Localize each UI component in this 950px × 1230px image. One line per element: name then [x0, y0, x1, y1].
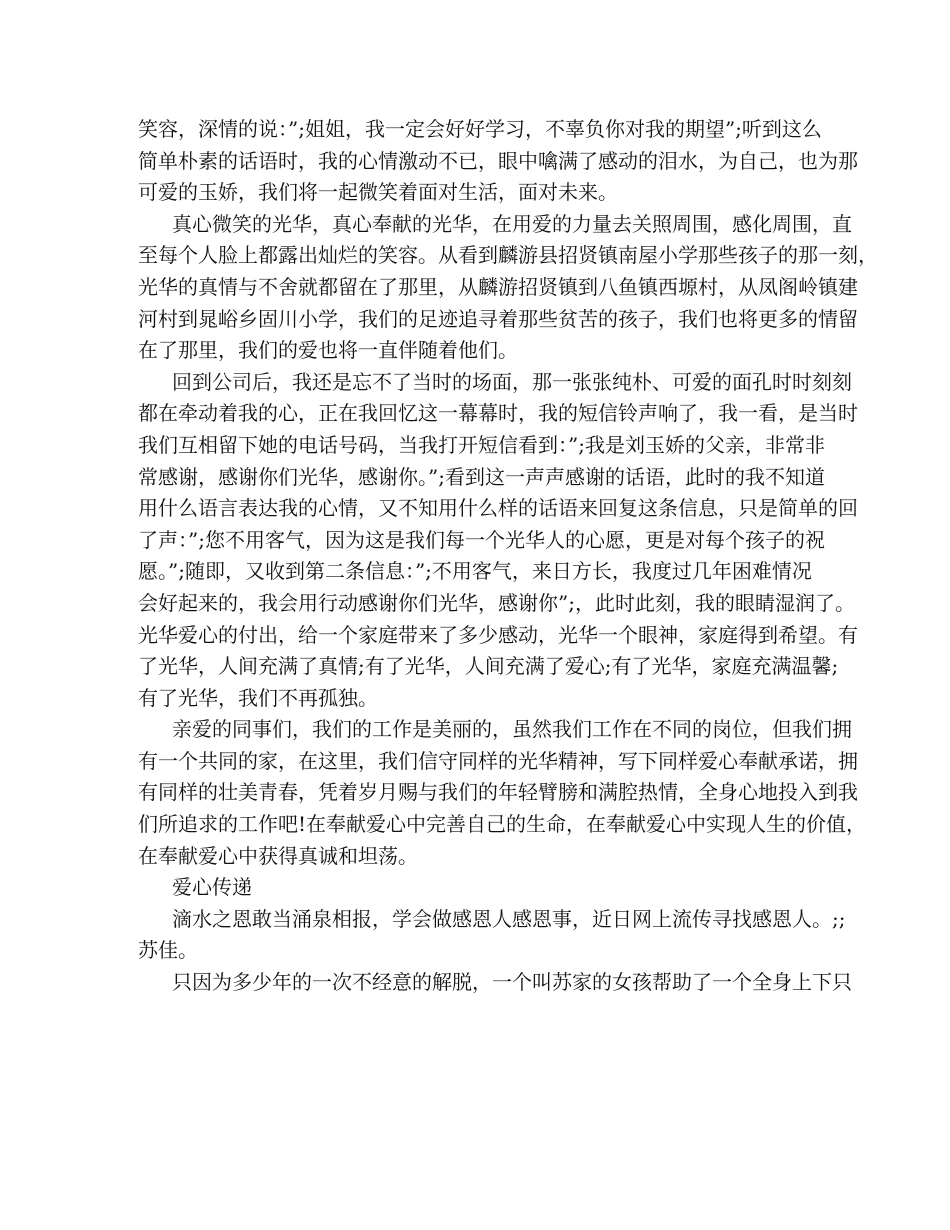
text-line: 至每个人脸上都露出灿烂的笑容。从看到麟游县招贤镇南屋小学那些孩子的那一刻，	[138, 243, 878, 268]
text-line: 都在牵动着我的心，正在我回忆这一幕幕时，我的短信铃声响了，我一看，是当时	[138, 401, 858, 426]
text-line: 用什么语言表达我的心情，又不知用什么样的话语来回复这条信息，只是简单的回	[138, 496, 858, 521]
text-line: 光华爱心的付出，给一个家庭带来了多少感动，光华一个眼神，家庭得到希望。有	[138, 622, 858, 647]
text-line: 在了那里，我们的爱也将一直伴随着他们。	[138, 338, 518, 363]
text-line: 会好起来的，我会用行动感谢你们光华，感谢你”;，此时此刻，我的眼睛湿润了。	[138, 590, 855, 615]
text-line: 回到公司后，我还是忘不了当时的场面，那一张张纯朴、可爱的面孔时时刻刻	[172, 369, 852, 394]
text-line: 笑容，深情的说：”;姐姐，我一定会好好学习，不辜负你对我的期望”;听到这么	[138, 117, 822, 141]
text-line: 亲爱的同事们，我们的工作是美丽的，虽然我们工作在不同的岗位，但我们拥	[172, 717, 852, 742]
text-line: 滴水之恩敢当涌泉相报，学会做感恩人感恩事，近日网上流传寻找感恩人。;;	[172, 906, 846, 931]
text-line: 可爱的玉娇，我们将一起微笑着面对生活，面对未来。	[138, 180, 618, 205]
text-line: 们所追求的工作吧!在奉献爱心中完善自己的生命，在奉献爱心中实现人生的价值，	[138, 812, 867, 837]
body-text	[138, 114, 878, 999]
text-line: 有同样的壮美青春，凭着岁月赐与我们的年轻臂膀和满腔热情，全身心地投入到我	[138, 780, 858, 805]
text-line: 苏佳。	[138, 938, 198, 963]
text-line: 河村到晁峪乡固川小学，我们的足迹追寻着那些贫苦的孩子，我们也将更多的情留	[138, 306, 858, 331]
text-line: 简单朴素的话语时，我的心情激动不已，眼中噙满了感动的泪水，为自己，也为那	[138, 148, 858, 173]
text-line: 有一个共同的家，在这里，我们信守同样的光华精神，写下同样爱心奉献承诺，拥	[138, 748, 858, 773]
text-line: 有了光华，我们不再孤独。	[138, 685, 378, 710]
text-line: 愿。”;随即，又收到第二条信息：”;不用客气，来日方长，我度过几年困难情况	[138, 559, 812, 584]
text-line: 光华的真情与不舍就都留在了那里，从麟游招贤镇到八鱼镇西塬村，从凤阁岭镇建	[138, 274, 858, 299]
text-line: 我们互相留下她的电话号码，当我打开短信看到：”;我是刘玉娇的父亲，非常非	[138, 432, 825, 457]
text-line: 常感谢，感谢你们光华，感谢你。”;看到这一声声感谢的话语，此时的我不知道	[138, 464, 825, 489]
text-line: 在奉献爱心中获得真诚和坦荡。	[138, 843, 418, 868]
text-line: 了声：”;您不用客气，因为这是我们每一个光华人的心愿，更是对每个孩子的祝	[138, 527, 825, 552]
text-line: 爱心传递	[172, 875, 252, 900]
text-line: 只因为多少年的一次不经意的解脱，一个叫苏家的女孩帮助了一个全身上下只	[172, 970, 852, 995]
text-line: 了光华，人间充满了真情;有了光华，人间充满了爱心;有了光华，家庭充满温馨;	[138, 654, 839, 679]
text-line: 真心微笑的光华，真心奉献的光华，在用爱的力量去关照周围，感化周围，直	[172, 211, 852, 236]
